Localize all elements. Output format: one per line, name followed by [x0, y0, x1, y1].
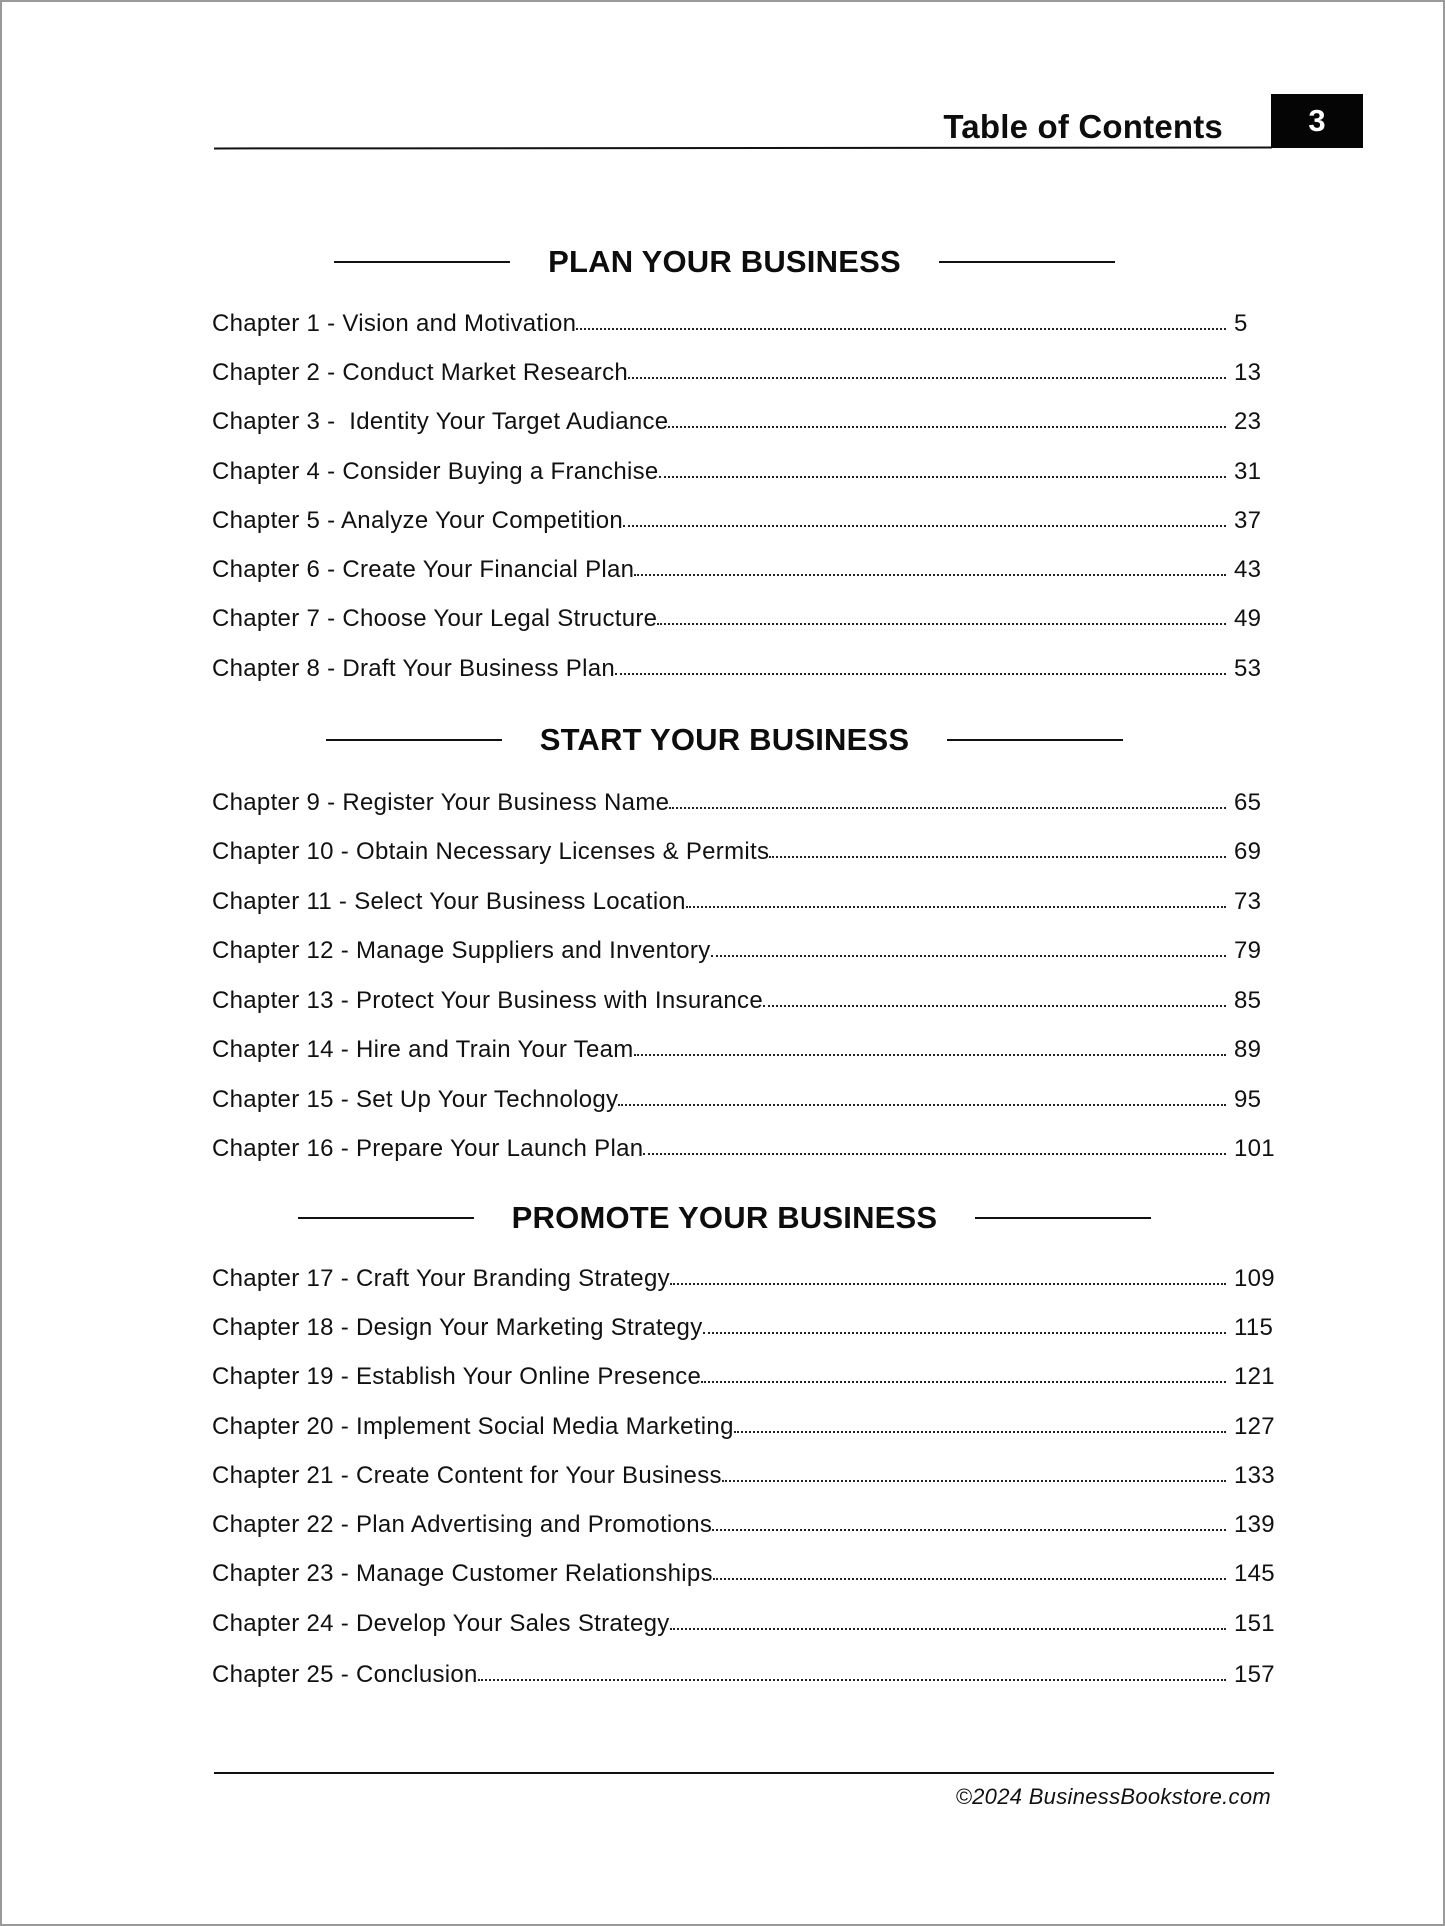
- dot-leader: [576, 327, 1226, 330]
- dot-leader: [618, 1103, 1226, 1106]
- toc-entry-label: Chapter 9 - Register Your Business Name: [212, 789, 670, 816]
- dot-leader: [686, 905, 1226, 908]
- toc-entry[interactable]: [212, 1450, 1282, 1490]
- toc-entry-page: 133: [1234, 1462, 1275, 1489]
- toc-entry[interactable]: [212, 643, 1282, 683]
- heading-rule-right: [947, 739, 1123, 741]
- toc-entry[interactable]: [212, 826, 1282, 866]
- toc-entry[interactable]: [212, 593, 1282, 633]
- dot-leader: [701, 1380, 1226, 1383]
- toc-entry[interactable]: [212, 446, 1282, 486]
- toc-entry-page: 5: [1234, 310, 1248, 337]
- toc-entry-page: 13: [1234, 359, 1262, 386]
- toc-entry-label: Chapter 10 - Obtain Necessary Licenses & Permits: [212, 838, 770, 865]
- toc-entry-label: Chapter 5 - Analyze Your Competition: [212, 507, 624, 534]
- toc-entry-label: Chapter 8 - Draft Your Business Plan: [212, 655, 616, 682]
- toc-entry-label: Chapter 19 - Establish Your Online Presence: [212, 1363, 702, 1390]
- page-title: Table of Contents: [943, 108, 1223, 145]
- toc-entry-label: Chapter 12 - Manage Suppliers and Inventory: [212, 937, 711, 964]
- page-number: 3: [1308, 103, 1326, 138]
- dot-leader: [659, 475, 1226, 478]
- toc-entry-label: Chapter 6 - Create Your Financial Plan: [212, 556, 635, 583]
- dot-leader: [712, 1528, 1226, 1531]
- toc-entry[interactable]: [212, 1351, 1282, 1391]
- toc-entry[interactable]: [212, 396, 1282, 436]
- toc-entry-page: 127: [1234, 1413, 1275, 1440]
- toc-entry-label: Chapter 14 - Hire and Train Your Team: [212, 1036, 634, 1063]
- heading-rule-left: [326, 739, 502, 741]
- toc-entry-label: Chapter 20 - Implement Social Media Marketing: [212, 1413, 734, 1440]
- section-heading-label: PLAN YOUR BUSINESS: [548, 244, 901, 279]
- toc-entry[interactable]: [212, 495, 1282, 535]
- toc-entry-page: 23: [1234, 408, 1262, 435]
- dot-leader: [478, 1678, 1226, 1681]
- heading-rule-left: [298, 1217, 474, 1219]
- dot-leader: [711, 954, 1226, 957]
- toc-entry-label: Chapter 7 - Choose Your Legal Structure: [212, 605, 658, 632]
- toc-entry-page: 85: [1234, 987, 1262, 1014]
- dot-leader: [657, 622, 1226, 625]
- dot-leader: [634, 1053, 1226, 1056]
- dot-leader: [668, 425, 1226, 428]
- toc-entry[interactable]: [212, 1499, 1282, 1539]
- section-heading-label: START YOUR BUSINESS: [539, 722, 910, 757]
- toc-entry-page: 49: [1234, 605, 1262, 632]
- section-heading-promote: [2, 1200, 1445, 1236]
- toc-entry[interactable]: [212, 1074, 1282, 1114]
- footer-divider: [214, 1772, 1274, 1774]
- dot-leader: [763, 1004, 1226, 1007]
- toc-entry[interactable]: [212, 298, 1282, 338]
- toc-entry-page: 157: [1234, 1661, 1275, 1688]
- toc-entry-page: 65: [1234, 789, 1262, 816]
- dot-leader: [670, 1282, 1226, 1285]
- section-heading-plan: [2, 244, 1445, 280]
- toc-entry[interactable]: [212, 777, 1282, 817]
- toc-entry-page: 101: [1234, 1135, 1275, 1162]
- section-heading-start: [2, 722, 1445, 758]
- toc-entry-label: Chapter 21 - Create Content for Your Business: [212, 1462, 722, 1489]
- toc-entry-label: Chapter 18 - Design Your Marketing Strategy: [212, 1314, 703, 1341]
- toc-entry[interactable]: [212, 1548, 1282, 1588]
- dot-leader: [615, 672, 1226, 675]
- toc-entry-page: 115: [1234, 1314, 1274, 1341]
- toc-entry[interactable]: [212, 1123, 1282, 1163]
- toc-entry-page: 69: [1234, 838, 1262, 865]
- toc-entry-label: Chapter 23 - Manage Customer Relationships: [212, 1560, 713, 1587]
- toc-entry[interactable]: [212, 1302, 1282, 1342]
- toc-entry-page: 95: [1234, 1086, 1262, 1113]
- toc-entry-page: 139: [1234, 1511, 1275, 1538]
- toc-entry-page: 31: [1234, 458, 1262, 485]
- section-heading-label: PROMOTE YOUR BUSINESS: [511, 1200, 938, 1235]
- copyright-text: ©2024 BusinessBookstore.com: [955, 1784, 1271, 1809]
- dot-leader: [703, 1331, 1227, 1334]
- dot-leader: [670, 1627, 1226, 1630]
- page-number-badge: [1271, 94, 1363, 148]
- dot-leader: [634, 573, 1226, 576]
- header-divider: [214, 147, 1272, 150]
- toc-entry-page: 151: [1234, 1610, 1275, 1637]
- toc-entry-page: 53: [1234, 655, 1262, 682]
- toc-entry-page: 121: [1234, 1363, 1275, 1390]
- toc-entry[interactable]: [212, 1024, 1282, 1064]
- toc-entry-label: Chapter 1 - Vision and Motivation: [212, 310, 577, 337]
- dot-leader: [769, 855, 1226, 858]
- toc-entry-page: 89: [1234, 1036, 1262, 1063]
- toc-entry-label: Chapter 13 - Protect Your Business with Insurance: [212, 987, 763, 1014]
- toc-entry-label: Chapter 17 - Craft Your Branding Strategy: [212, 1265, 670, 1292]
- toc-entry[interactable]: [212, 1401, 1282, 1441]
- toc-entry-label: Chapter 3 - Identity Your Target Audiance: [212, 408, 669, 435]
- dot-leader: [722, 1479, 1226, 1482]
- toc-entry[interactable]: [212, 1598, 1282, 1638]
- toc-entry-label: Chapter 11 - Select Your Business Location: [212, 888, 686, 915]
- heading-rule-left: [334, 261, 510, 263]
- toc-entry-label: Chapter 4 - Consider Buying a Franchise: [212, 458, 659, 485]
- toc-entry-label: Chapter 22 - Plan Advertising and Promotions: [212, 1511, 713, 1538]
- toc-entry-page: 37: [1234, 507, 1262, 534]
- toc-entry-label: Chapter 15 - Set Up Your Technology: [212, 1086, 619, 1113]
- toc-entry[interactable]: [212, 544, 1282, 584]
- toc-entry-page: 73: [1234, 888, 1262, 915]
- dot-leader: [643, 1152, 1226, 1155]
- heading-rule-right: [975, 1217, 1151, 1219]
- toc-entry[interactable]: [212, 975, 1282, 1015]
- toc-entry-page: 109: [1234, 1265, 1275, 1292]
- dot-leader: [713, 1577, 1226, 1580]
- toc-entry-label: Chapter 2 - Conduct Market Research: [212, 359, 629, 386]
- toc-entry-page: 145: [1234, 1560, 1275, 1587]
- toc-entry[interactable]: [212, 876, 1282, 916]
- toc-entry[interactable]: [212, 925, 1282, 965]
- dot-leader: [628, 376, 1226, 379]
- dot-leader: [669, 806, 1226, 809]
- toc-entry[interactable]: [212, 1253, 1282, 1293]
- dot-leader: [734, 1430, 1226, 1433]
- toc-entry-label: Chapter 25 - Conclusion: [212, 1661, 478, 1688]
- toc-entry-page: 43: [1234, 556, 1262, 583]
- toc-entry[interactable]: [212, 1649, 1282, 1689]
- toc-entry[interactable]: [212, 347, 1282, 387]
- toc-entry-label: Chapter 16 - Prepare Your Launch Plan: [212, 1135, 644, 1162]
- toc-entry-page: 79: [1234, 937, 1262, 964]
- toc-entry-label: Chapter 24 - Develop Your Sales Strategy: [212, 1610, 670, 1637]
- heading-rule-right: [939, 261, 1115, 263]
- dot-leader: [623, 524, 1226, 527]
